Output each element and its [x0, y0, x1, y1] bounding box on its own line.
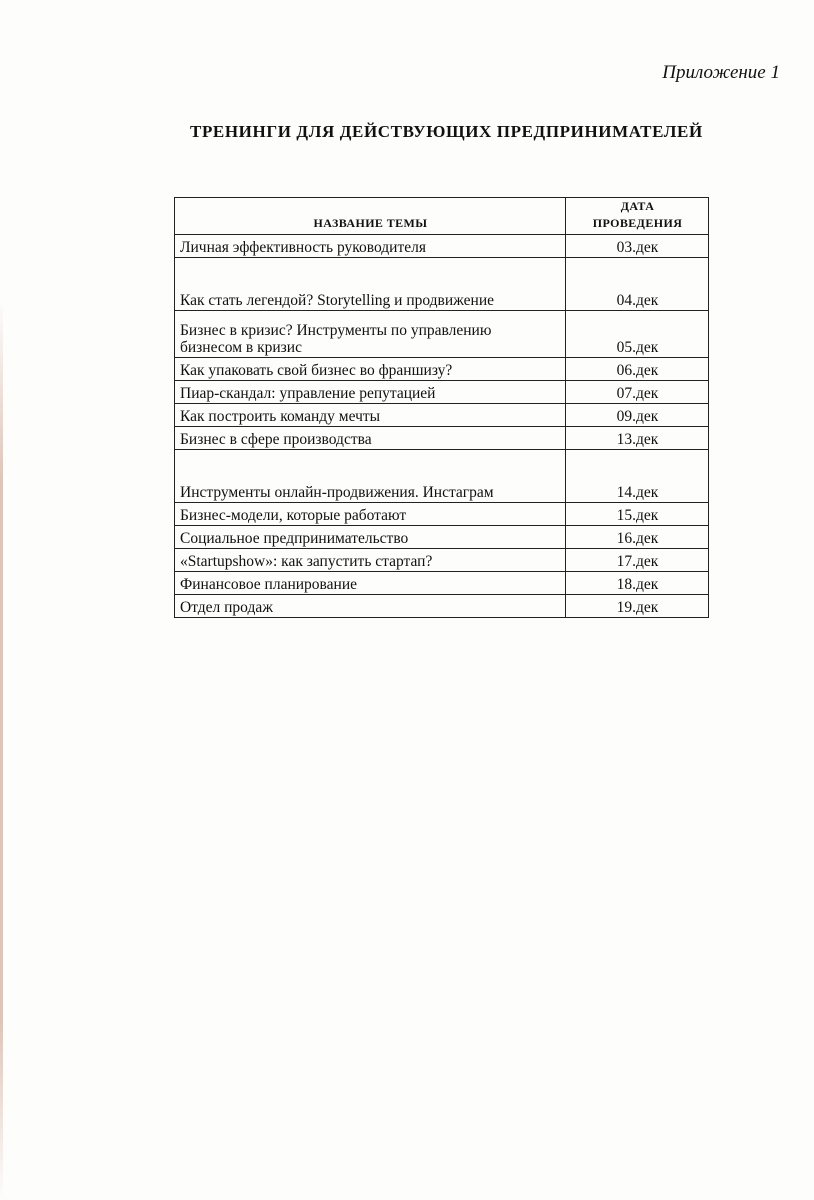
table-row	[175, 427, 709, 450]
table-row	[175, 311, 709, 358]
date-cell: 15.дек	[566, 503, 709, 526]
date-cell: 05.дек	[566, 311, 709, 358]
topic-cell: Как стать легендой? Storytelling и продвижение	[175, 258, 566, 311]
table-row	[175, 450, 709, 503]
trainings-table	[174, 197, 709, 618]
table-row	[175, 235, 709, 258]
topic-cell: Бизнес в сфере производства	[175, 427, 566, 450]
topic-line-1: Бизнес в кризис? Инструменты по управлению	[180, 322, 492, 339]
topic-cell: Финансовое планирование	[175, 572, 566, 595]
date-cell: 14.дек	[566, 450, 709, 503]
table-header-row	[175, 198, 709, 235]
table-row	[175, 503, 709, 526]
column-header-date-line1: ДАТА	[620, 199, 655, 213]
topic-line-2: бизнесом в кризис	[180, 339, 302, 356]
date-cell: 17.дек	[566, 549, 709, 572]
topic-cell: «Startupshow»: как запустить стартап?	[175, 549, 566, 572]
date-cell: 06.дек	[566, 358, 709, 381]
date-cell: 19.дек	[566, 595, 709, 618]
date-cell: 04.дек	[566, 258, 709, 311]
column-header-date-line2: ПРОВЕДЕНИЯ	[592, 216, 683, 230]
topic-cell: Как построить команду мечты	[175, 404, 566, 427]
date-cell: 09.дек	[566, 404, 709, 427]
date-cell: 16.дек	[566, 526, 709, 549]
date-cell: 18.дек	[566, 572, 709, 595]
topic-cell: Личная эффективность руководителя	[175, 235, 566, 258]
page-edge-shadow	[0, 300, 3, 1200]
document-title: ТРЕНИНГИ ДЛЯ ДЕЙСТВУЮЩИХ ПРЕДПРИНИМАТЕЛЕЙ	[190, 122, 703, 141]
topic-cell	[175, 311, 566, 358]
column-header-date	[566, 198, 709, 235]
table-row	[175, 381, 709, 404]
table-row	[175, 526, 709, 549]
column-header-topic: НАЗВАНИЕ ТЕМЫ	[175, 198, 566, 235]
appendix-label: Приложение 1	[662, 62, 780, 83]
date-cell: 13.дек	[566, 427, 709, 450]
topic-cell: Инструменты онлайн-продвижения. Инстаграм	[175, 450, 566, 503]
table-row	[175, 549, 709, 572]
topic-cell: Бизнес-модели, которые работают	[175, 503, 566, 526]
table-row	[175, 258, 709, 311]
topic-cell: Пиар-скандал: управление репутацией	[175, 381, 566, 404]
topic-cell: Отдел продаж	[175, 595, 566, 618]
table-row	[175, 358, 709, 381]
table-row	[175, 404, 709, 427]
topic-cell: Как упаковать свой бизнес во франшизу?	[175, 358, 566, 381]
topic-cell: Социальное предпринимательство	[175, 526, 566, 549]
date-cell: 03.дек	[566, 235, 709, 258]
table-row	[175, 572, 709, 595]
table-row	[175, 595, 709, 618]
date-cell: 07.дек	[566, 381, 709, 404]
